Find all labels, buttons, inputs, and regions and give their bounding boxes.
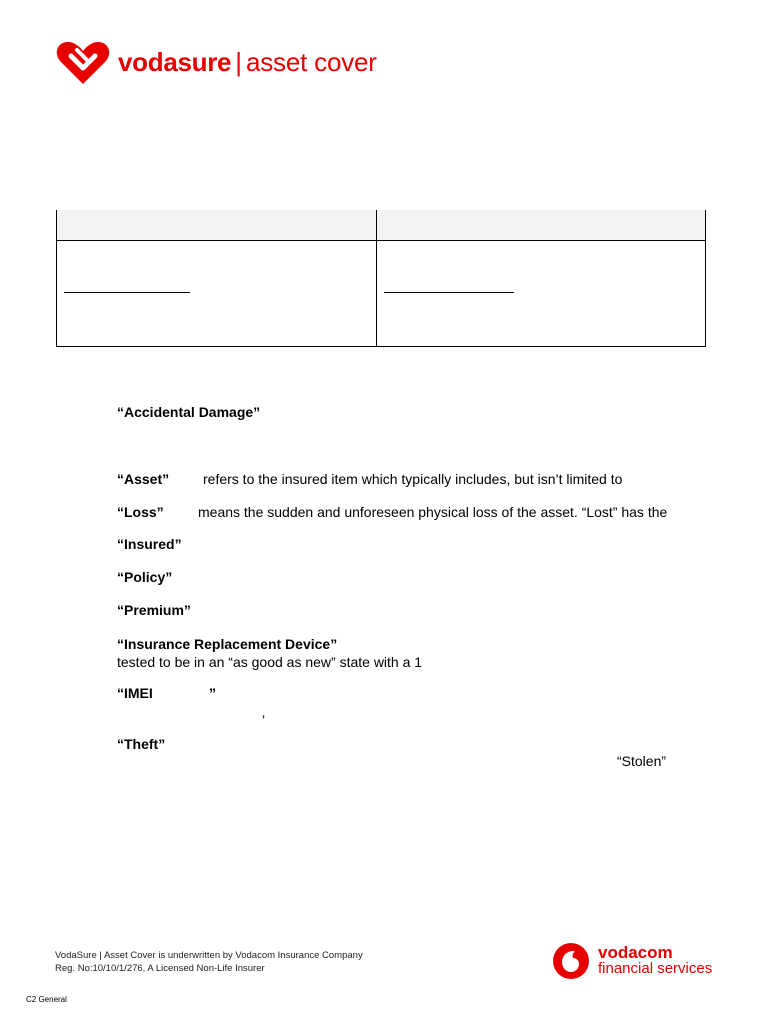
footer-underwriter: VodaSure | Asset Cover is underwritten by Vodacom Insurance Company — [55, 950, 363, 961]
definition-replacement-device-text: tested to be in an “as good as new” state with a 1 — [117, 654, 423, 670]
vodacom-wordmark: vodacom — [598, 943, 673, 962]
definition-accidental-damage — [117, 404, 260, 421]
definition-loss-text: means the sudden and unforeseen physical loss of the asset. “Lost” has the — [198, 504, 668, 520]
definition-asset-text: refers to the insured item which typically includes, but isn’t limited to — [203, 471, 623, 487]
brand-name: vodasure — [118, 47, 232, 77]
vodasure-heart-logo-icon — [55, 40, 111, 86]
definition-theft-text: “Stolen” — [617, 753, 667, 769]
brand-product: asset cover — [245, 47, 377, 77]
definition-term: “Asset” — [117, 471, 170, 487]
definition-term: “Accidental Damage” — [117, 404, 261, 420]
definition-term: “Loss” — [117, 504, 164, 520]
table-divider-horizontal — [56, 240, 706, 241]
signature-table — [56, 210, 706, 347]
brand-separator: | — [235, 47, 242, 77]
signature-line-right — [384, 292, 514, 293]
definition-term: “Insured” — [117, 536, 182, 552]
definition-insured — [117, 536, 182, 553]
definition-imei — [117, 685, 153, 702]
definition-asset — [117, 471, 169, 488]
definition-imei-text: ’ — [262, 712, 266, 728]
definition-term: “Premium” — [117, 602, 191, 618]
footer-registration: Reg. No:10/10/1/276, A Licensed Non-Life Insurer — [55, 963, 265, 974]
table-border-left — [56, 210, 57, 347]
definition-theft — [117, 736, 165, 753]
definition-premium — [117, 602, 191, 619]
definition-term: “IMEI — [117, 685, 153, 701]
vodacom-financial-services-wordmark — [598, 944, 712, 977]
signature-line-left — [64, 292, 190, 293]
table-header-row — [56, 210, 706, 240]
vodacom-speechmark-logo-icon — [552, 942, 590, 980]
definition-imei-close-quote: ” — [209, 685, 216, 701]
definition-term: “Policy” — [117, 569, 173, 585]
definition-term: “Insurance Replacement Device” — [117, 636, 338, 652]
definition-replacement-device — [117, 636, 337, 653]
table-divider-vertical — [376, 210, 377, 347]
financial-services-wordmark: financial services — [598, 960, 713, 977]
table-border-bottom — [56, 346, 706, 347]
classification-label: C2 General — [26, 995, 67, 1004]
definition-loss — [117, 504, 164, 521]
table-border-right — [705, 210, 706, 347]
brand-wordmark — [118, 46, 377, 78]
definition-policy — [117, 569, 172, 586]
definition-term: “Theft” — [117, 736, 166, 752]
